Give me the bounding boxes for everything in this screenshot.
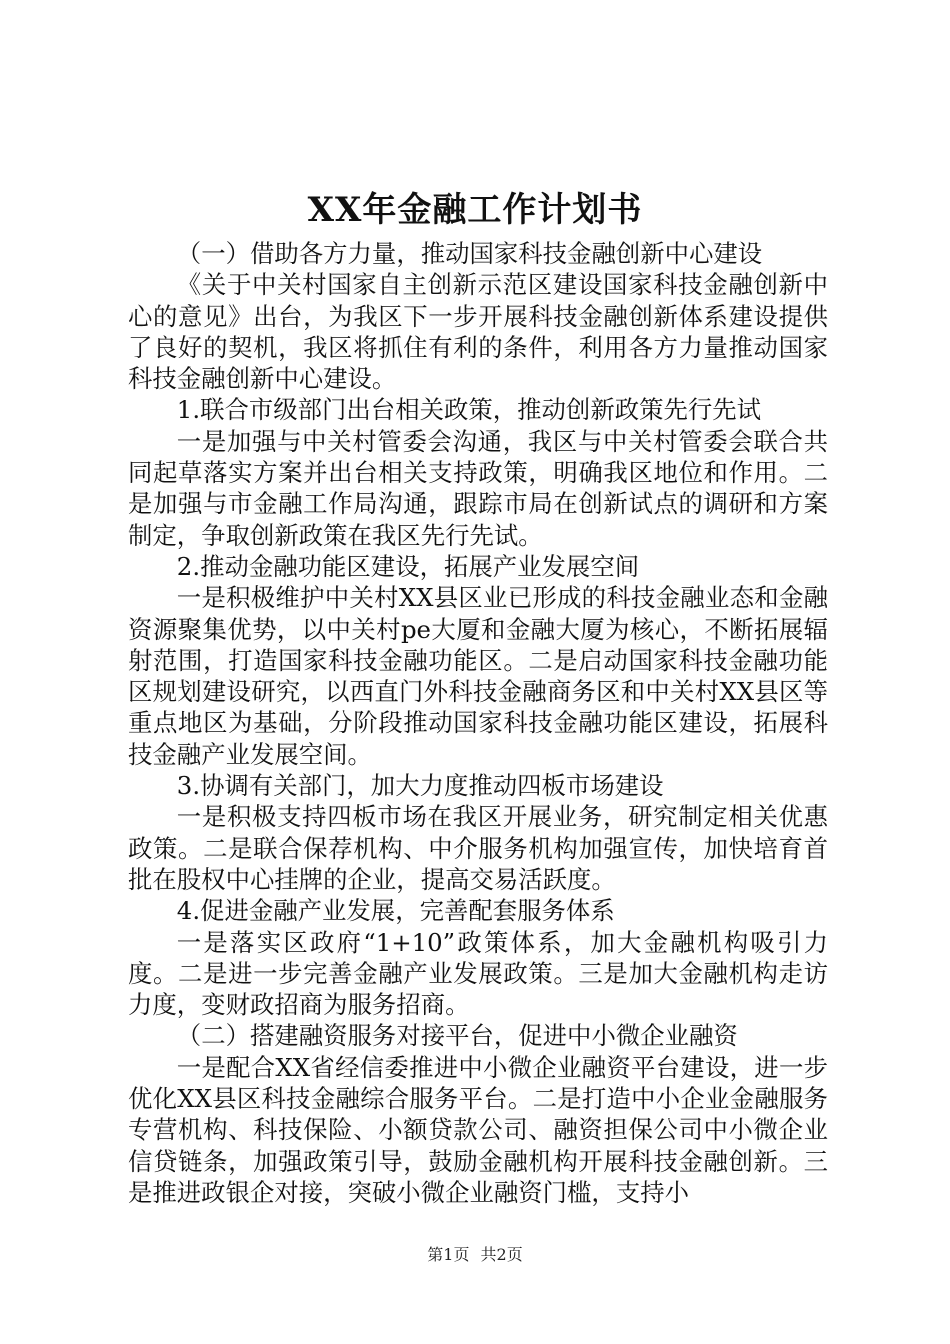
document-body [128,238,828,1208]
body-paragraph: 一是加强与中关村管委会沟通，我区与中关村管委会联合共同起草落实方案并出台相关支持政策，明确我区地位和作用。二是加强与市金融工作局沟通，跟踪市局在创新试点的调研和方案制定，争取创新政策在我区先行先试。 [128,426,828,550]
body-paragraph: 一是积极维护中关村XX县区业已形成的科技金融业态和金融资源聚集优势，以中关村pe大厦和金融大厦为核心，不断拓展辐射范围，打造国家科技金融功能区。二是启动国家科技金融功能区规划建设研究，以西直门外科技金融商务区和中关村XX县区等重点地区为基础，分阶段推动国家科技金融功能区建设，拓展科技金融产业发展空间。 [128,583,828,769]
body-paragraph: 《关于中关村国家自主创新示范区建设国家科技金融创新中心的意见》出台，为我区下一步开展科技金融创新体系建设提供了良好的契机，我区将抓住有利的条件，利用各方力量推动国家科技金融创新中心建设。 [128,270,828,394]
body-paragraph: 一是配合XX省经信委推进中小微企业融资平台建设，进一步优化XX县区科技金融综合服务平台。二是打造中小企业金融服务专营机构、科技保险、小额贷款公司、融资担保公司中小微企业信贷链条，加强政策引导，鼓励金融机构开展科技金融创新。三是推进政银企对接，突破小微企业融资门槛，支持小 [128,1052,828,1207]
subsection-heading: 2.推动金融功能区建设，拓展产业发展空间 [176,551,640,581]
page-total: 共2页 [480,1245,523,1264]
page-number: 第1页 [427,1245,470,1264]
page-footer [0,1244,950,1266]
subsection-heading: 4.促进金融产业发展，完善配套服务体系 [176,896,615,926]
subsection-heading: 1.联合市级部门出台相关政策，推动创新政策先行先试 [176,395,762,425]
body-paragraph: 一是落实区政府“1+10”政策体系，加大金融机构吸引力度。二是进一步完善金融产业发展政策。三是加大金融机构走访力度，变财政招商为服务招商。 [128,927,828,1020]
document-title: XX年金融工作计划书 [307,190,643,230]
body-paragraph: 一是积极支持四板市场在我区开展业务，研究制定相关优惠政策。二是联合保荐机构、中介服务机构加强宣传，加快培育首批在股权中心挂牌的企业，提高交易活跃度。 [128,802,828,894]
section-heading: （一）借助各方力量，推动国家科技金融创新中心建设 [176,239,763,268]
subsection-heading: 3.协调有关部门，加大力度推动四板市场建设 [176,771,664,801]
section-heading: （二）搭建融资服务对接平台，促进中小微企业融资 [176,1021,738,1051]
